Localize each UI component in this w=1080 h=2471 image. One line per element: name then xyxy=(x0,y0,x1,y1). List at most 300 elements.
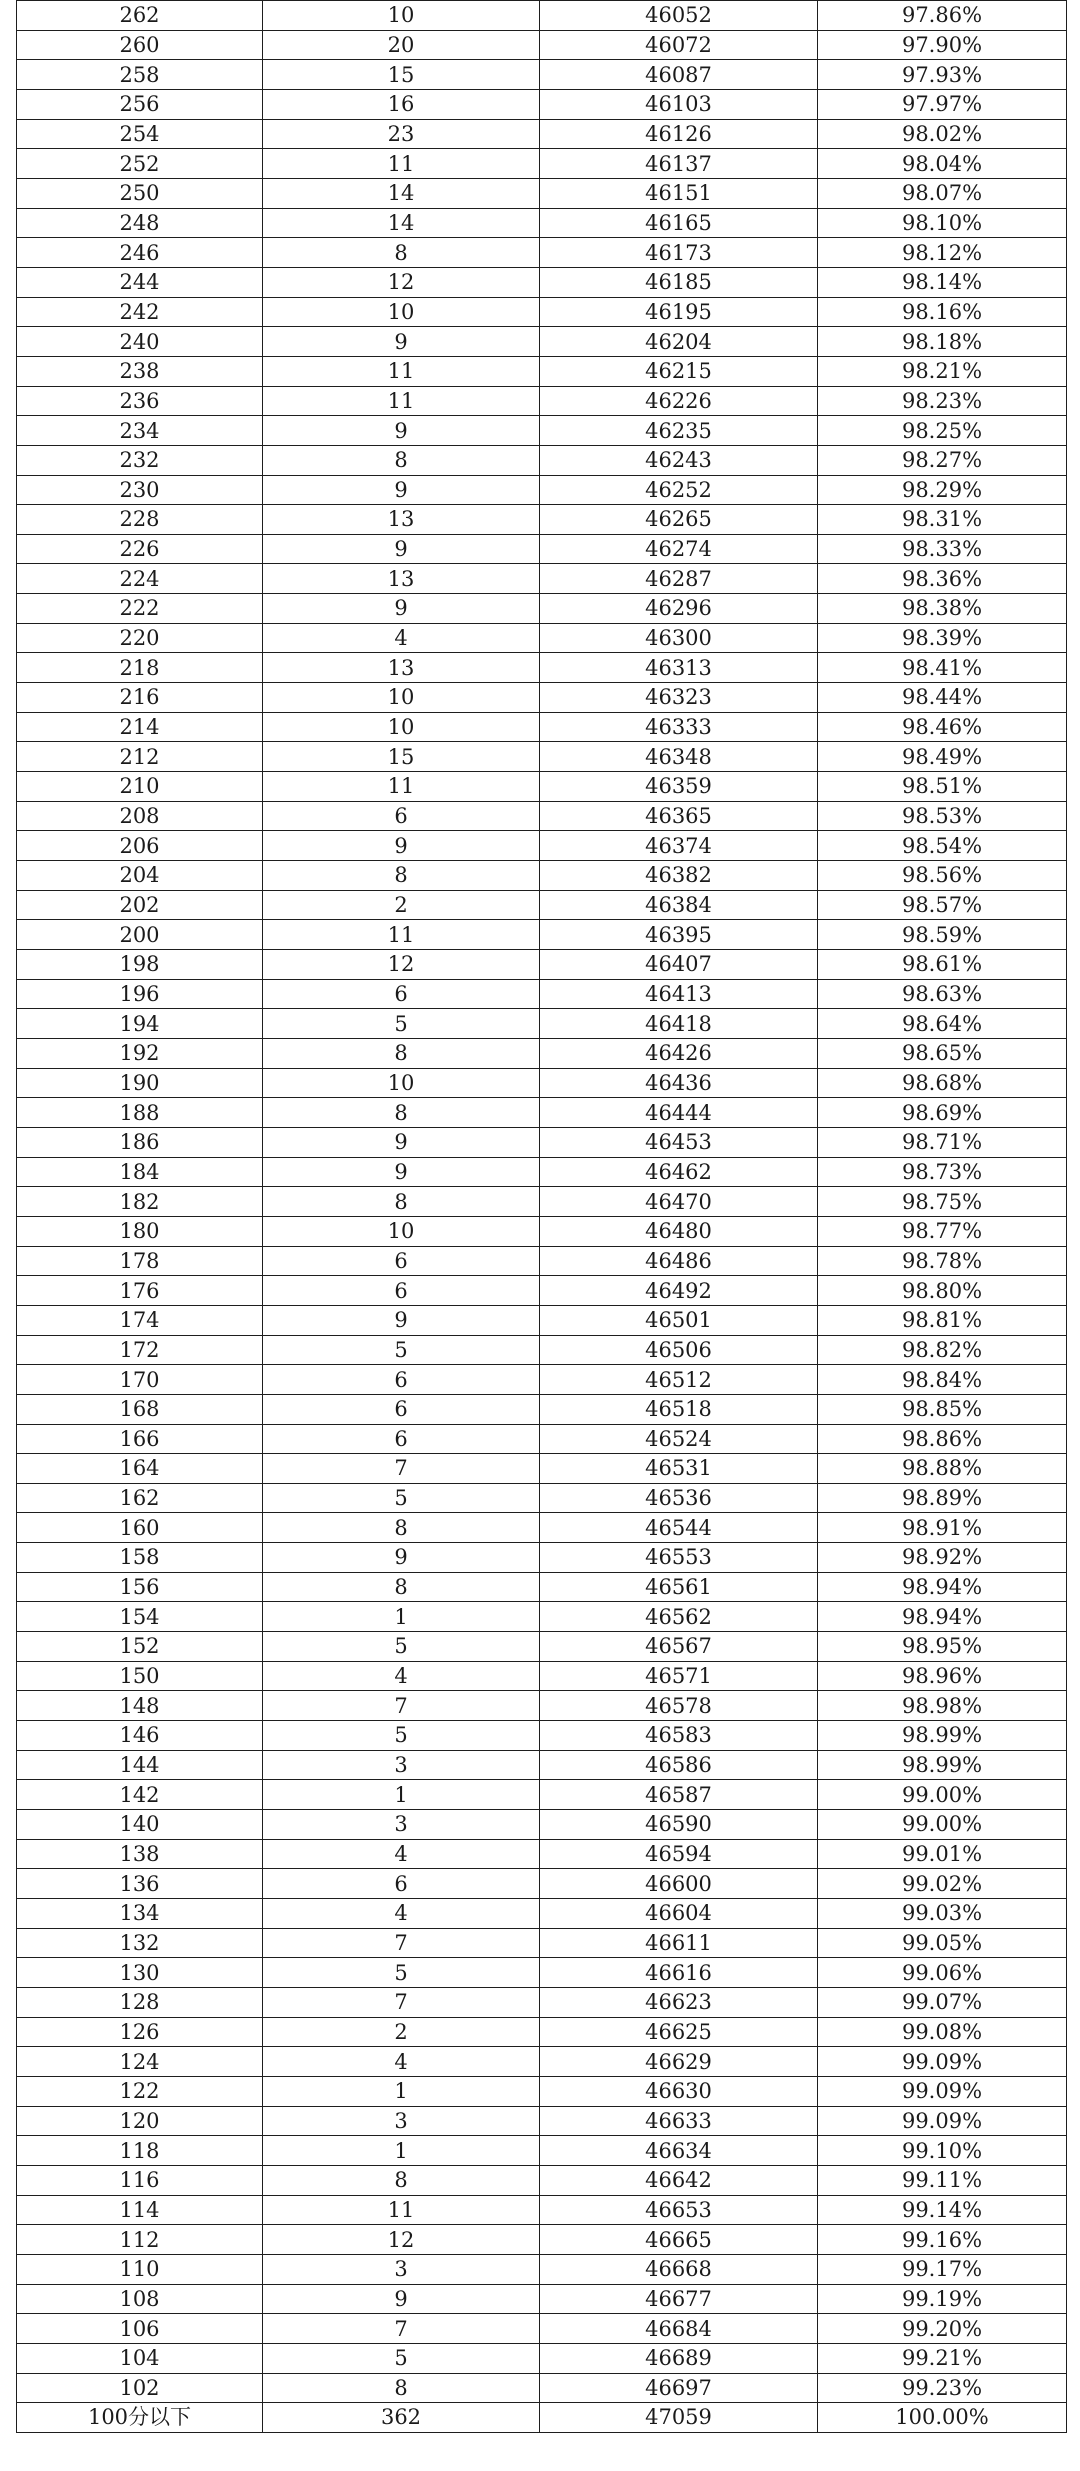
count-cell: 6 xyxy=(263,801,540,831)
table-row xyxy=(17,1958,1067,1988)
cumulative-count-cell: 46492 xyxy=(540,1276,818,1306)
score-cell: 134 xyxy=(17,1899,263,1929)
cumulative-percent-cell: 97.90% xyxy=(818,30,1067,60)
cumulative-percent-cell: 98.38% xyxy=(818,594,1067,624)
table-row xyxy=(17,2047,1067,2077)
score-cell: 242 xyxy=(17,297,263,327)
table-row xyxy=(17,801,1067,831)
cumulative-percent-cell: 98.46% xyxy=(818,712,1067,742)
score-cell: 132 xyxy=(17,1928,263,1958)
table-row xyxy=(17,1335,1067,1365)
cumulative-count-cell: 46265 xyxy=(540,505,818,535)
score-cell: 228 xyxy=(17,505,263,535)
cumulative-count-cell: 46501 xyxy=(540,1305,818,1335)
cumulative-percent-cell: 99.01% xyxy=(818,1839,1067,1869)
score-cell: 218 xyxy=(17,653,263,683)
count-cell: 9 xyxy=(263,2284,540,2314)
cumulative-count-cell: 46243 xyxy=(540,445,818,475)
score-cell: 210 xyxy=(17,772,263,802)
score-cell: 244 xyxy=(17,267,263,297)
score-cell: 200 xyxy=(17,920,263,950)
cumulative-percent-cell: 98.82% xyxy=(818,1335,1067,1365)
cumulative-percent-cell: 98.91% xyxy=(818,1513,1067,1543)
table-row xyxy=(17,297,1067,327)
table-row xyxy=(17,2284,1067,2314)
cumulative-count-cell: 46486 xyxy=(540,1246,818,1276)
table-row xyxy=(17,1187,1067,1217)
table-row xyxy=(17,2017,1067,2047)
count-cell: 1 xyxy=(263,1780,540,1810)
table-row xyxy=(17,1424,1067,1454)
cumulative-percent-cell: 98.92% xyxy=(818,1543,1067,1573)
table-row xyxy=(17,831,1067,861)
cumulative-percent-cell: 99.17% xyxy=(818,2254,1067,2284)
count-cell: 10 xyxy=(263,712,540,742)
cumulative-count-cell: 46165 xyxy=(540,208,818,238)
cumulative-count-cell: 46623 xyxy=(540,1987,818,2017)
cumulative-count-cell: 46536 xyxy=(540,1483,818,1513)
cumulative-count-cell: 46668 xyxy=(540,2254,818,2284)
table-row xyxy=(17,1750,1067,1780)
cumulative-count-cell: 46561 xyxy=(540,1572,818,1602)
cumulative-count-cell: 46630 xyxy=(540,2076,818,2106)
cumulative-percent-cell: 99.02% xyxy=(818,1869,1067,1899)
score-cell: 164 xyxy=(17,1454,263,1484)
cumulative-percent-cell: 98.69% xyxy=(818,1098,1067,1128)
cumulative-percent-cell: 98.59% xyxy=(818,920,1067,950)
score-cell: 206 xyxy=(17,831,263,861)
count-cell: 3 xyxy=(263,1810,540,1840)
cumulative-percent-cell: 98.99% xyxy=(818,1721,1067,1751)
count-cell: 8 xyxy=(263,1098,540,1128)
cumulative-count-cell: 46578 xyxy=(540,1691,818,1721)
cumulative-percent-cell: 98.18% xyxy=(818,327,1067,357)
cumulative-percent-cell: 98.99% xyxy=(818,1750,1067,1780)
count-cell: 9 xyxy=(263,416,540,446)
table-row xyxy=(17,416,1067,446)
score-cell: 158 xyxy=(17,1543,263,1573)
count-cell: 6 xyxy=(263,1394,540,1424)
cumulative-percent-cell: 97.86% xyxy=(818,1,1067,31)
cumulative-percent-cell: 98.84% xyxy=(818,1365,1067,1395)
count-cell: 362 xyxy=(263,2403,540,2433)
count-cell: 9 xyxy=(263,1543,540,1573)
cumulative-percent-cell: 97.97% xyxy=(818,89,1067,119)
cumulative-percent-cell: 99.00% xyxy=(818,1810,1067,1840)
count-cell: 4 xyxy=(263,623,540,653)
cumulative-percent-cell: 98.29% xyxy=(818,475,1067,505)
count-cell: 6 xyxy=(263,1424,540,1454)
table-row xyxy=(17,1305,1067,1335)
cumulative-percent-cell: 99.20% xyxy=(818,2314,1067,2344)
score-cell: 106 xyxy=(17,2314,263,2344)
cumulative-count-cell: 46600 xyxy=(540,1869,818,1899)
cumulative-count-cell: 46418 xyxy=(540,1009,818,1039)
score-cell: 118 xyxy=(17,2136,263,2166)
score-cell: 190 xyxy=(17,1068,263,1098)
count-cell: 10 xyxy=(263,297,540,327)
table-row xyxy=(17,1721,1067,1751)
score-cell: 250 xyxy=(17,178,263,208)
score-cell: 182 xyxy=(17,1187,263,1217)
cumulative-count-cell: 46436 xyxy=(540,1068,818,1098)
cumulative-percent-cell: 98.41% xyxy=(818,653,1067,683)
cumulative-percent-cell: 98.75% xyxy=(818,1187,1067,1217)
cumulative-count-cell: 46653 xyxy=(540,2195,818,2225)
score-cell: 114 xyxy=(17,2195,263,2225)
cumulative-count-cell: 46571 xyxy=(540,1661,818,1691)
score-cell: 136 xyxy=(17,1869,263,1899)
score-cell: 184 xyxy=(17,1157,263,1187)
count-cell: 5 xyxy=(263,2343,540,2373)
count-cell: 7 xyxy=(263,2314,540,2344)
count-cell: 11 xyxy=(263,386,540,416)
score-cell: 220 xyxy=(17,623,263,653)
count-cell: 20 xyxy=(263,30,540,60)
score-cell: 238 xyxy=(17,356,263,386)
cumulative-count-cell: 46444 xyxy=(540,1098,818,1128)
cumulative-percent-cell: 98.78% xyxy=(818,1246,1067,1276)
cumulative-percent-cell: 98.10% xyxy=(818,208,1067,238)
score-cell: 126 xyxy=(17,2017,263,2047)
score-cell: 232 xyxy=(17,445,263,475)
count-cell: 4 xyxy=(263,1661,540,1691)
count-cell: 5 xyxy=(263,1483,540,1513)
score-cell: 202 xyxy=(17,890,263,920)
table-row xyxy=(17,267,1067,297)
cumulative-percent-cell: 98.73% xyxy=(818,1157,1067,1187)
cumulative-count-cell: 46365 xyxy=(540,801,818,831)
table-row xyxy=(17,2136,1067,2166)
cumulative-count-cell: 46300 xyxy=(540,623,818,653)
score-cell: 216 xyxy=(17,683,263,713)
table-row xyxy=(17,1394,1067,1424)
cumulative-count-cell: 46677 xyxy=(540,2284,818,2314)
cumulative-count-cell: 46604 xyxy=(540,1899,818,1929)
cumulative-percent-cell: 98.14% xyxy=(818,267,1067,297)
table-row xyxy=(17,2343,1067,2373)
cumulative-count-cell: 46689 xyxy=(540,2343,818,2373)
cumulative-count-cell: 46665 xyxy=(540,2225,818,2255)
count-cell: 11 xyxy=(263,2195,540,2225)
cumulative-count-cell: 46611 xyxy=(540,1928,818,1958)
table-row xyxy=(17,1839,1067,1869)
table-row xyxy=(17,2225,1067,2255)
table-row xyxy=(17,505,1067,535)
cumulative-count-cell: 46590 xyxy=(540,1810,818,1840)
table-row xyxy=(17,742,1067,772)
cumulative-count-cell: 46087 xyxy=(540,60,818,90)
count-cell: 5 xyxy=(263,1632,540,1662)
cumulative-count-cell: 46395 xyxy=(540,920,818,950)
cumulative-percent-cell: 98.85% xyxy=(818,1394,1067,1424)
cumulative-count-cell: 46137 xyxy=(540,149,818,179)
cumulative-count-cell: 46587 xyxy=(540,1780,818,1810)
cumulative-count-cell: 46103 xyxy=(540,89,818,119)
cumulative-count-cell: 46462 xyxy=(540,1157,818,1187)
table-row xyxy=(17,1928,1067,1958)
cumulative-percent-cell: 98.12% xyxy=(818,238,1067,268)
cumulative-count-cell: 46072 xyxy=(540,30,818,60)
cumulative-percent-cell: 99.11% xyxy=(818,2165,1067,2195)
score-cell: 144 xyxy=(17,1750,263,1780)
table-row xyxy=(17,1276,1067,1306)
score-cell: 178 xyxy=(17,1246,263,1276)
score-cell: 226 xyxy=(17,534,263,564)
count-cell: 5 xyxy=(263,1958,540,1988)
count-cell: 8 xyxy=(263,1513,540,1543)
table-row xyxy=(17,1572,1067,1602)
score-cell: 100分以下 xyxy=(17,2403,263,2433)
count-cell: 9 xyxy=(263,1305,540,1335)
cumulative-count-cell: 46594 xyxy=(540,1839,818,1869)
count-cell: 3 xyxy=(263,2254,540,2284)
count-cell: 15 xyxy=(263,742,540,772)
score-cell: 252 xyxy=(17,149,263,179)
cumulative-count-cell: 46583 xyxy=(540,1721,818,1751)
score-cell: 102 xyxy=(17,2373,263,2403)
count-cell: 9 xyxy=(263,475,540,505)
score-cell: 162 xyxy=(17,1483,263,1513)
score-cell: 156 xyxy=(17,1572,263,1602)
table-row xyxy=(17,1038,1067,1068)
score-cell: 142 xyxy=(17,1780,263,1810)
table-row xyxy=(17,178,1067,208)
count-cell: 7 xyxy=(263,1454,540,1484)
cumulative-percent-cell: 98.16% xyxy=(818,297,1067,327)
count-cell: 5 xyxy=(263,1009,540,1039)
cumulative-percent-cell: 98.31% xyxy=(818,505,1067,535)
cumulative-count-cell: 46204 xyxy=(540,327,818,357)
table-row xyxy=(17,772,1067,802)
table-row xyxy=(17,1,1067,31)
table-row xyxy=(17,1009,1067,1039)
table-row xyxy=(17,1454,1067,1484)
cumulative-percent-cell: 98.57% xyxy=(818,890,1067,920)
count-cell: 14 xyxy=(263,208,540,238)
score-cell: 108 xyxy=(17,2284,263,2314)
cumulative-count-cell: 46633 xyxy=(540,2106,818,2136)
cumulative-count-cell: 46413 xyxy=(540,979,818,1009)
count-cell: 3 xyxy=(263,1750,540,1780)
table-row xyxy=(17,1869,1067,1899)
cumulative-count-cell: 46052 xyxy=(540,1,818,31)
table-row xyxy=(17,1987,1067,2017)
cumulative-count-cell: 47059 xyxy=(540,2403,818,2433)
cumulative-percent-cell: 98.89% xyxy=(818,1483,1067,1513)
count-cell: 9 xyxy=(263,327,540,357)
score-cell: 130 xyxy=(17,1958,263,1988)
count-cell: 2 xyxy=(263,2017,540,2047)
cumulative-count-cell: 46567 xyxy=(540,1632,818,1662)
count-cell: 8 xyxy=(263,445,540,475)
cumulative-count-cell: 46252 xyxy=(540,475,818,505)
cumulative-count-cell: 46287 xyxy=(540,564,818,594)
cumulative-count-cell: 46382 xyxy=(540,861,818,891)
score-cell: 120 xyxy=(17,2106,263,2136)
table-row xyxy=(17,861,1067,891)
count-cell: 15 xyxy=(263,60,540,90)
table-row xyxy=(17,356,1067,386)
count-cell: 9 xyxy=(263,1157,540,1187)
table-row xyxy=(17,386,1067,416)
cumulative-count-cell: 46195 xyxy=(540,297,818,327)
table-row xyxy=(17,1543,1067,1573)
cumulative-percent-cell: 98.64% xyxy=(818,1009,1067,1039)
cumulative-count-cell: 46684 xyxy=(540,2314,818,2344)
cumulative-count-cell: 46384 xyxy=(540,890,818,920)
table-row xyxy=(17,1068,1067,1098)
score-cell: 128 xyxy=(17,1987,263,2017)
score-cell: 254 xyxy=(17,119,263,149)
count-cell: 12 xyxy=(263,267,540,297)
count-cell: 9 xyxy=(263,831,540,861)
count-cell: 9 xyxy=(263,594,540,624)
cumulative-percent-cell: 98.86% xyxy=(818,1424,1067,1454)
cumulative-percent-cell: 98.33% xyxy=(818,534,1067,564)
table-row xyxy=(17,712,1067,742)
count-cell: 7 xyxy=(263,1928,540,1958)
table-row xyxy=(17,1602,1067,1632)
cumulative-percent-cell: 99.23% xyxy=(818,2373,1067,2403)
cumulative-percent-cell: 98.95% xyxy=(818,1632,1067,1662)
cumulative-count-cell: 46323 xyxy=(540,683,818,713)
table-row xyxy=(17,1365,1067,1395)
count-cell: 10 xyxy=(263,683,540,713)
cumulative-percent-cell: 100.00% xyxy=(818,2403,1067,2433)
table-row xyxy=(17,1661,1067,1691)
table-body xyxy=(17,1,1067,2433)
cumulative-count-cell: 46313 xyxy=(540,653,818,683)
cumulative-percent-cell: 99.09% xyxy=(818,2076,1067,2106)
score-cell: 214 xyxy=(17,712,263,742)
score-cell: 224 xyxy=(17,564,263,594)
score-cell: 230 xyxy=(17,475,263,505)
cumulative-count-cell: 46518 xyxy=(540,1394,818,1424)
cumulative-percent-cell: 98.39% xyxy=(818,623,1067,653)
cumulative-count-cell: 46359 xyxy=(540,772,818,802)
count-cell: 8 xyxy=(263,2165,540,2195)
cumulative-percent-cell: 98.21% xyxy=(818,356,1067,386)
table-row xyxy=(17,89,1067,119)
table-row xyxy=(17,238,1067,268)
cumulative-percent-cell: 99.05% xyxy=(818,1928,1067,1958)
score-cell: 260 xyxy=(17,30,263,60)
score-cell: 240 xyxy=(17,327,263,357)
table-row xyxy=(17,30,1067,60)
cumulative-percent-cell: 99.14% xyxy=(818,2195,1067,2225)
score-cell: 160 xyxy=(17,1513,263,1543)
score-cell: 140 xyxy=(17,1810,263,1840)
count-cell: 7 xyxy=(263,1987,540,2017)
score-cell: 180 xyxy=(17,1216,263,1246)
score-cell: 110 xyxy=(17,2254,263,2284)
count-cell: 11 xyxy=(263,149,540,179)
table-row xyxy=(17,623,1067,653)
count-cell: 13 xyxy=(263,564,540,594)
table-row xyxy=(17,1899,1067,1929)
cumulative-count-cell: 46553 xyxy=(540,1543,818,1573)
count-cell: 5 xyxy=(263,1335,540,1365)
cumulative-percent-cell: 98.56% xyxy=(818,861,1067,891)
cumulative-percent-cell: 98.77% xyxy=(818,1216,1067,1246)
count-cell: 8 xyxy=(263,861,540,891)
count-cell: 14 xyxy=(263,178,540,208)
score-cell: 148 xyxy=(17,1691,263,1721)
cumulative-percent-cell: 99.09% xyxy=(818,2106,1067,2136)
count-cell: 4 xyxy=(263,2047,540,2077)
cumulative-count-cell: 46374 xyxy=(540,831,818,861)
table-row xyxy=(17,327,1067,357)
table-row xyxy=(17,1632,1067,1662)
score-cell: 204 xyxy=(17,861,263,891)
cumulative-count-cell: 46407 xyxy=(540,950,818,980)
table-row xyxy=(17,2403,1067,2433)
score-cell: 248 xyxy=(17,208,263,238)
score-cell: 166 xyxy=(17,1424,263,1454)
table-row xyxy=(17,475,1067,505)
cumulative-percent-cell: 98.54% xyxy=(818,831,1067,861)
cumulative-percent-cell: 98.27% xyxy=(818,445,1067,475)
table-row xyxy=(17,1157,1067,1187)
cumulative-percent-cell: 98.71% xyxy=(818,1127,1067,1157)
cumulative-percent-cell: 98.25% xyxy=(818,416,1067,446)
score-cell: 198 xyxy=(17,950,263,980)
score-distribution-table xyxy=(16,0,1067,2433)
score-cell: 188 xyxy=(17,1098,263,1128)
count-cell: 8 xyxy=(263,1038,540,1068)
cumulative-percent-cell: 98.61% xyxy=(818,950,1067,980)
table-row xyxy=(17,979,1067,1009)
score-cell: 176 xyxy=(17,1276,263,1306)
table-row xyxy=(17,1246,1067,1276)
cumulative-percent-cell: 99.03% xyxy=(818,1899,1067,1929)
cumulative-percent-cell: 99.09% xyxy=(818,2047,1067,2077)
score-cell: 258 xyxy=(17,60,263,90)
table-row xyxy=(17,2165,1067,2195)
score-cell: 138 xyxy=(17,1839,263,1869)
cumulative-count-cell: 46524 xyxy=(540,1424,818,1454)
cumulative-percent-cell: 98.51% xyxy=(818,772,1067,802)
count-cell: 6 xyxy=(263,1276,540,1306)
count-cell: 23 xyxy=(263,119,540,149)
table-row xyxy=(17,2254,1067,2284)
cumulative-percent-cell: 98.36% xyxy=(818,564,1067,594)
cumulative-count-cell: 46426 xyxy=(540,1038,818,1068)
cumulative-percent-cell: 98.94% xyxy=(818,1602,1067,1632)
cumulative-count-cell: 46544 xyxy=(540,1513,818,1543)
count-cell: 4 xyxy=(263,1839,540,1869)
cumulative-count-cell: 46629 xyxy=(540,2047,818,2077)
count-cell: 11 xyxy=(263,920,540,950)
cumulative-count-cell: 46185 xyxy=(540,267,818,297)
table-row xyxy=(17,2314,1067,2344)
score-cell: 122 xyxy=(17,2076,263,2106)
count-cell: 10 xyxy=(263,1216,540,1246)
cumulative-count-cell: 46531 xyxy=(540,1454,818,1484)
cumulative-percent-cell: 98.07% xyxy=(818,178,1067,208)
cumulative-count-cell: 46296 xyxy=(540,594,818,624)
cumulative-count-cell: 46215 xyxy=(540,356,818,386)
cumulative-percent-cell: 99.00% xyxy=(818,1780,1067,1810)
count-cell: 1 xyxy=(263,2076,540,2106)
table-row xyxy=(17,890,1067,920)
cumulative-percent-cell: 98.04% xyxy=(818,149,1067,179)
cumulative-percent-cell: 98.98% xyxy=(818,1691,1067,1721)
cumulative-percent-cell: 98.44% xyxy=(818,683,1067,713)
count-cell: 3 xyxy=(263,2106,540,2136)
count-cell: 6 xyxy=(263,1365,540,1395)
